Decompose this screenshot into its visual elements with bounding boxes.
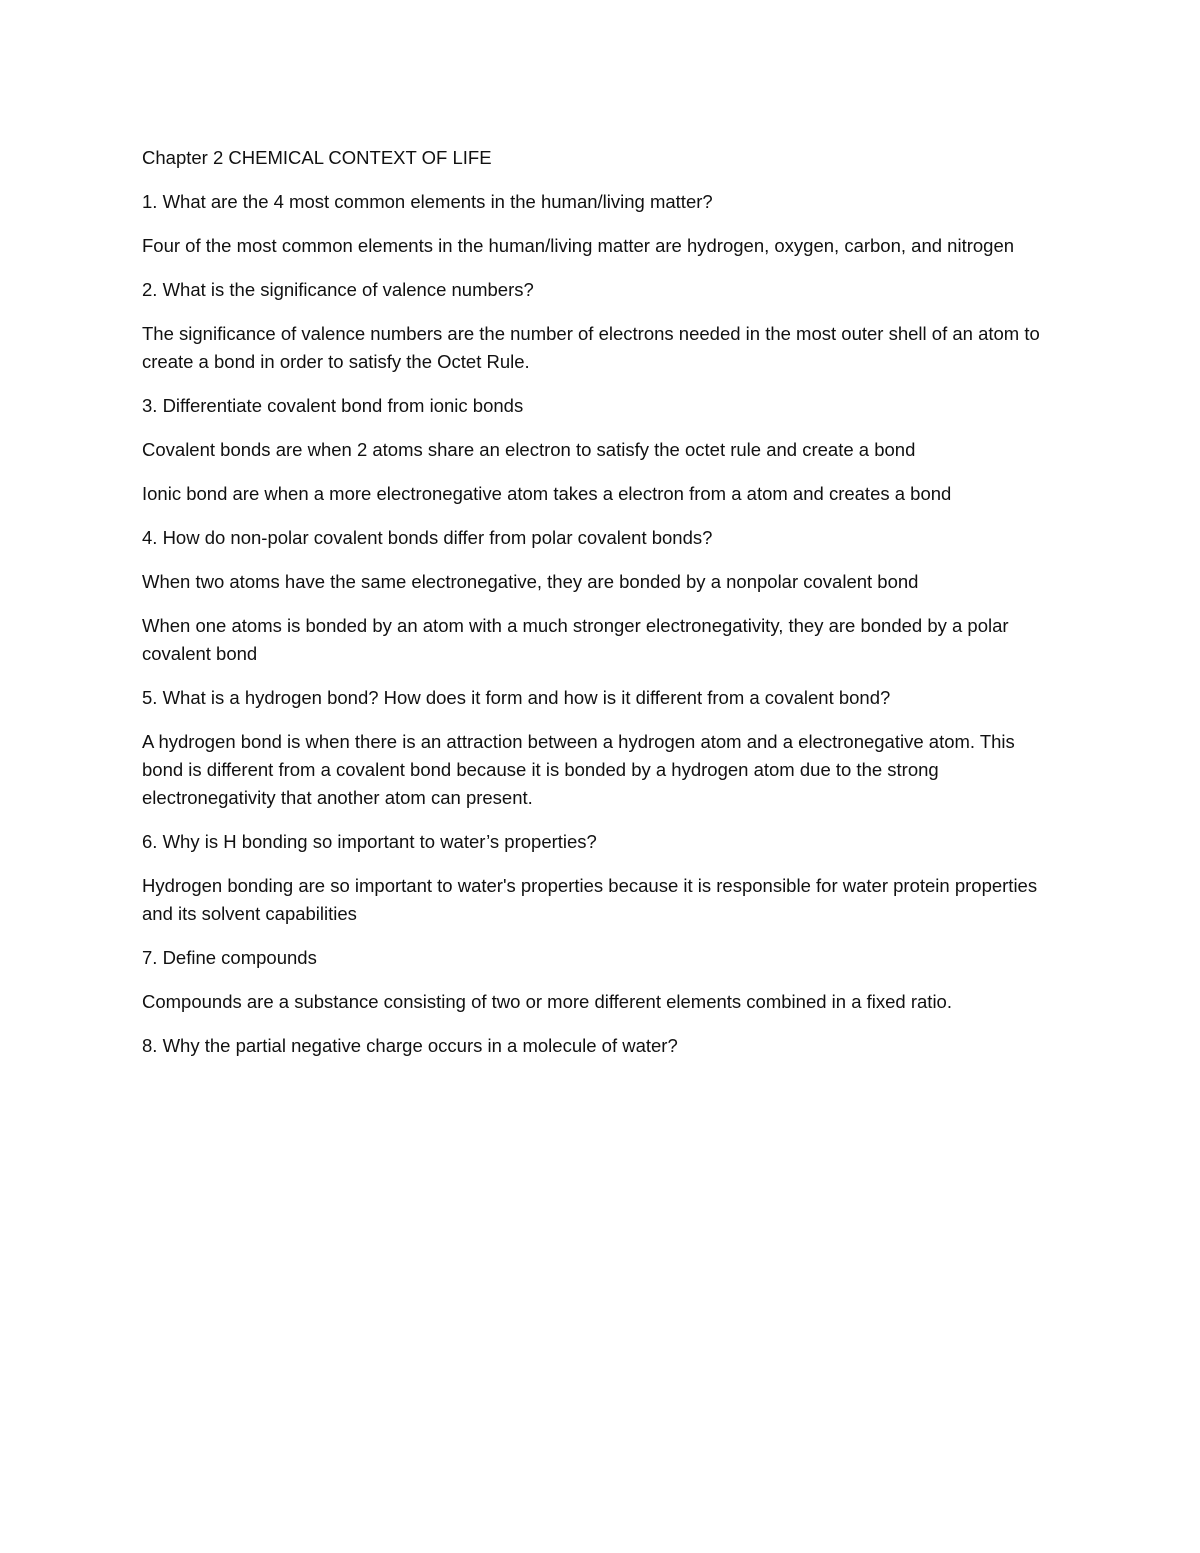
answer-5: A hydrogen bond is when there is an attraction between a hydrogen atom and a electronegative atom. This bond is different from a covalent bond because it is bonded by a hydrogen atom due to the strong electronegativity that another atom can present. [142, 731, 1015, 808]
question-6: 6. Why is H bonding so important to water’s properties? [142, 831, 597, 852]
answer-1: Four of the most common elements in the human/living matter are hydrogen, oxygen, carbon, and nitrogen [142, 235, 1015, 256]
answer-2: The significance of valence numbers are the number of electrons needed in the most outer shell of an atom to create a bond in order to satisfy the Octet Rule. [142, 323, 1040, 372]
question-4: 4. How do non-polar covalent bonds differ from polar covalent bonds? [142, 527, 713, 548]
question-7: 7. Define compounds [142, 947, 317, 968]
answer-3b: Ionic bond are when a more electronegative atom takes a electron from a atom and creates a bond [142, 483, 952, 504]
answer-4b: When one atoms is bonded by an atom with a much stronger electronegativity, they are bonded by a polar covalent bond [142, 615, 1009, 664]
answer-7: Compounds are a substance consisting of two or more different elements combined in a fixed ratio. [142, 991, 952, 1012]
question-8: 8. Why the partial negative charge occurs in a molecule of water? [142, 1035, 678, 1056]
question-1: 1. What are the 4 most common elements in the human/living matter? [142, 191, 713, 212]
document-body [142, 144, 1052, 1076]
document-title: Chapter 2 CHEMICAL CONTEXT OF LIFE [142, 147, 492, 168]
answer-3a: Covalent bonds are when 2 atoms share an electron to satisfy the octet rule and create a bond [142, 439, 916, 460]
answer-6: Hydrogen bonding are so important to water's properties because it is responsible for water protein properties and its solvent capabilities [142, 875, 1038, 924]
answer-4a: When two atoms have the same electronegative, they are bonded by a nonpolar covalent bond [142, 571, 919, 592]
question-5: 5. What is a hydrogen bond? How does it form and how is it different from a covalent bond? [142, 687, 891, 708]
question-2: 2. What is the significance of valence numbers? [142, 279, 534, 300]
question-3: 3. Differentiate covalent bond from ionic bonds [142, 395, 524, 416]
